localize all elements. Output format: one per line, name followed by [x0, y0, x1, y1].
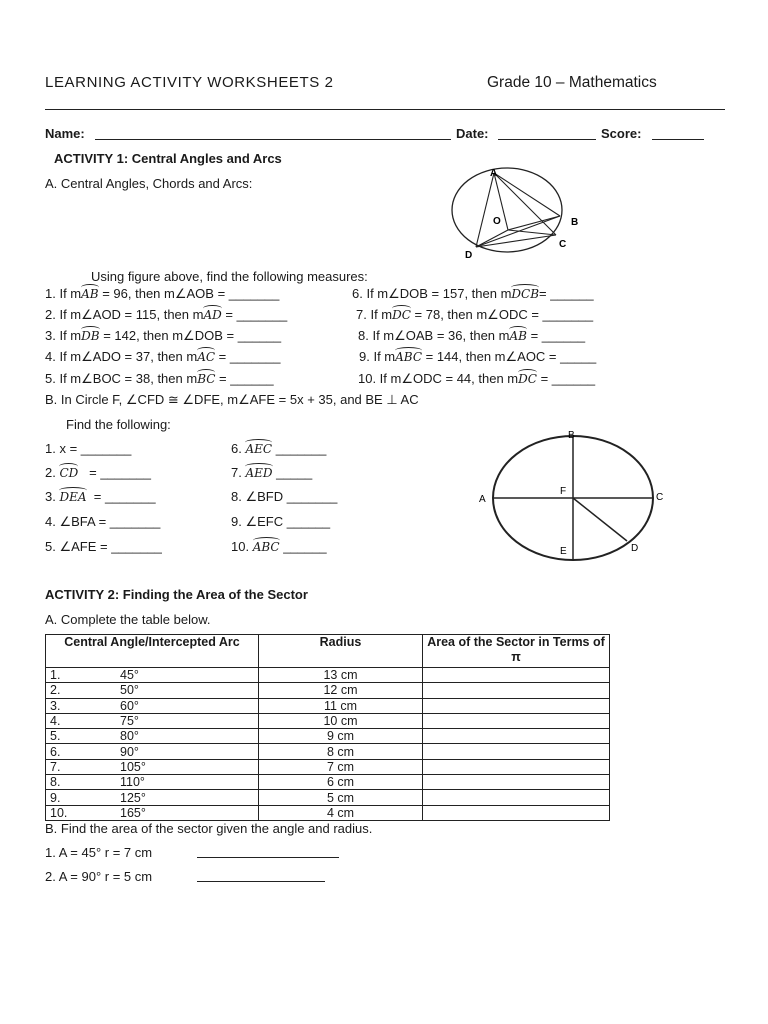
label-d: D — [465, 250, 473, 261]
label-o: O — [493, 216, 501, 227]
label-a: A — [479, 494, 486, 505]
table-row: 3. 60° 11 cm — [46, 698, 610, 713]
find-item-3: 3. DEA = _______ — [45, 489, 156, 504]
label-c: C — [559, 239, 567, 250]
score-field[interactable] — [652, 139, 704, 140]
name-label: Name: — [45, 126, 85, 141]
question-1: 1. If mAB = 96, then m∠AOB = _______ — [45, 286, 280, 301]
table-row: 4. 75° 10 cm — [46, 713, 610, 728]
score-label: Score: — [601, 126, 642, 141]
question-4: 4. If m∠ADO = 37, then mAC = _______ — [45, 349, 281, 364]
activity1-partA-title: A. Central Angles, Chords and Arcs: — [45, 176, 253, 191]
activity1-title: ACTIVITY 1: Central Angles and Arcs — [54, 151, 282, 166]
area-cell[interactable] — [423, 713, 610, 728]
radius-ob — [508, 216, 560, 230]
area-cell[interactable] — [423, 775, 610, 790]
find-item-4: 4. ∠BFA = _______ — [45, 514, 161, 529]
table-row: 9. 125° 5 cm — [46, 790, 610, 805]
circle-f-figure — [470, 425, 670, 570]
find-item-10: 10. ABC ______ — [231, 539, 327, 554]
label-a: A — [490, 168, 498, 179]
chord-ad — [476, 173, 494, 247]
activity1-partB-title: B. In Circle F, ∠CFD ≅ ∠DFE, m∠AFE = 5x + 35, and BE ⊥ AC — [45, 392, 419, 407]
circle-outline — [452, 168, 562, 252]
question-6: 6. If m∠DOB = 157, then mDCB= ______ — [352, 286, 594, 301]
name-field[interactable] — [95, 139, 451, 140]
table-row: 7. 105° 7 cm — [46, 759, 610, 774]
area-cell[interactable] — [423, 683, 610, 698]
area-cell[interactable] — [423, 729, 610, 744]
table-row: 5. 80° 9 cm — [46, 729, 610, 744]
radius-fd — [573, 498, 627, 541]
find-following-label: Find the following: — [66, 417, 171, 432]
label-e: E — [560, 546, 567, 557]
question-10: 10. If m∠ODC = 44, then mDC = ______ — [358, 371, 596, 386]
label-b: B — [568, 430, 575, 441]
find-item-9: 9. ∠EFC ______ — [231, 514, 331, 529]
question-7: 7. If mDC = 78, then m∠ODC = _______ — [356, 307, 594, 322]
table-row: 2. 50° 12 cm — [46, 683, 610, 698]
label-f: F — [560, 486, 567, 497]
question-8: 8. If m∠OAB = 36, then mAB = ______ — [358, 328, 586, 343]
find-item-1: 1. x = _______ — [45, 441, 132, 456]
header-area: Area of the Sector in Terms of π — [423, 635, 610, 668]
area-cell[interactable] — [423, 805, 610, 820]
header-central-angle: Central Angle/Intercepted Arc — [46, 635, 259, 668]
area-cell[interactable] — [423, 759, 610, 774]
question-5: 5. If m∠BOC = 38, then mBC = ______ — [45, 371, 274, 386]
find-item-7: 7. AED _____ — [231, 465, 313, 480]
area-cell[interactable] — [423, 744, 610, 759]
question-9: 9. If mABC = 144, then m∠AOC = _____ — [359, 349, 597, 364]
table-row: 8. 110° 6 cm — [46, 775, 610, 790]
activity2-partB-title: B. Find the area of the sector given the angle and radius. — [45, 821, 373, 836]
central-angle-figure — [440, 160, 590, 265]
find-item-8: 8. ∠BFD _______ — [231, 489, 338, 504]
worksheet-title: LEARNING ACTIVITY WORKSHEETS 2 — [45, 74, 334, 91]
table-row: 6. 90° 8 cm — [46, 744, 610, 759]
table-header-row — [46, 635, 610, 668]
sector-table — [45, 634, 610, 821]
header-radius: Radius — [259, 635, 423, 668]
table-row: 10. 165° 4 cm — [46, 805, 610, 820]
date-field[interactable] — [498, 139, 596, 140]
partB-answer-1[interactable] — [197, 857, 339, 858]
chord-ab — [494, 173, 560, 216]
partB-answer-2[interactable] — [197, 881, 325, 882]
activity1-instruction: Using figure above, find the following measures: — [91, 269, 368, 284]
find-item-2: 2. CD = _______ — [45, 465, 151, 480]
grade-subject: Grade 10 – Mathematics — [487, 74, 657, 91]
label-d: D — [631, 543, 639, 554]
find-item-5: 5. ∠AFE = _______ — [45, 539, 162, 554]
activity2-title: ACTIVITY 2: Finding the Area of the Sector — [45, 587, 308, 602]
header-divider — [45, 109, 725, 110]
area-cell[interactable] — [423, 790, 610, 805]
label-c: C — [656, 492, 664, 503]
area-cell[interactable] — [423, 668, 610, 683]
partB-item-1: 1. A = 45° r = 7 cm — [45, 845, 153, 860]
partB-item-2: 2. A = 90° r = 5 cm — [45, 869, 153, 884]
area-cell[interactable] — [423, 698, 610, 713]
label-b: B — [571, 217, 579, 228]
activity2-partA-title: A. Complete the table below. — [45, 612, 211, 627]
date-label: Date: — [456, 126, 489, 141]
table-row: 1. 45° 13 cm — [46, 668, 610, 683]
find-item-6: 6. AEC _______ — [231, 441, 327, 456]
question-2: 2. If m∠AOD = 115, then mAD = _______ — [45, 307, 288, 322]
question-3: 3. If mDB = 142, then m∠DOB = ______ — [45, 328, 282, 343]
